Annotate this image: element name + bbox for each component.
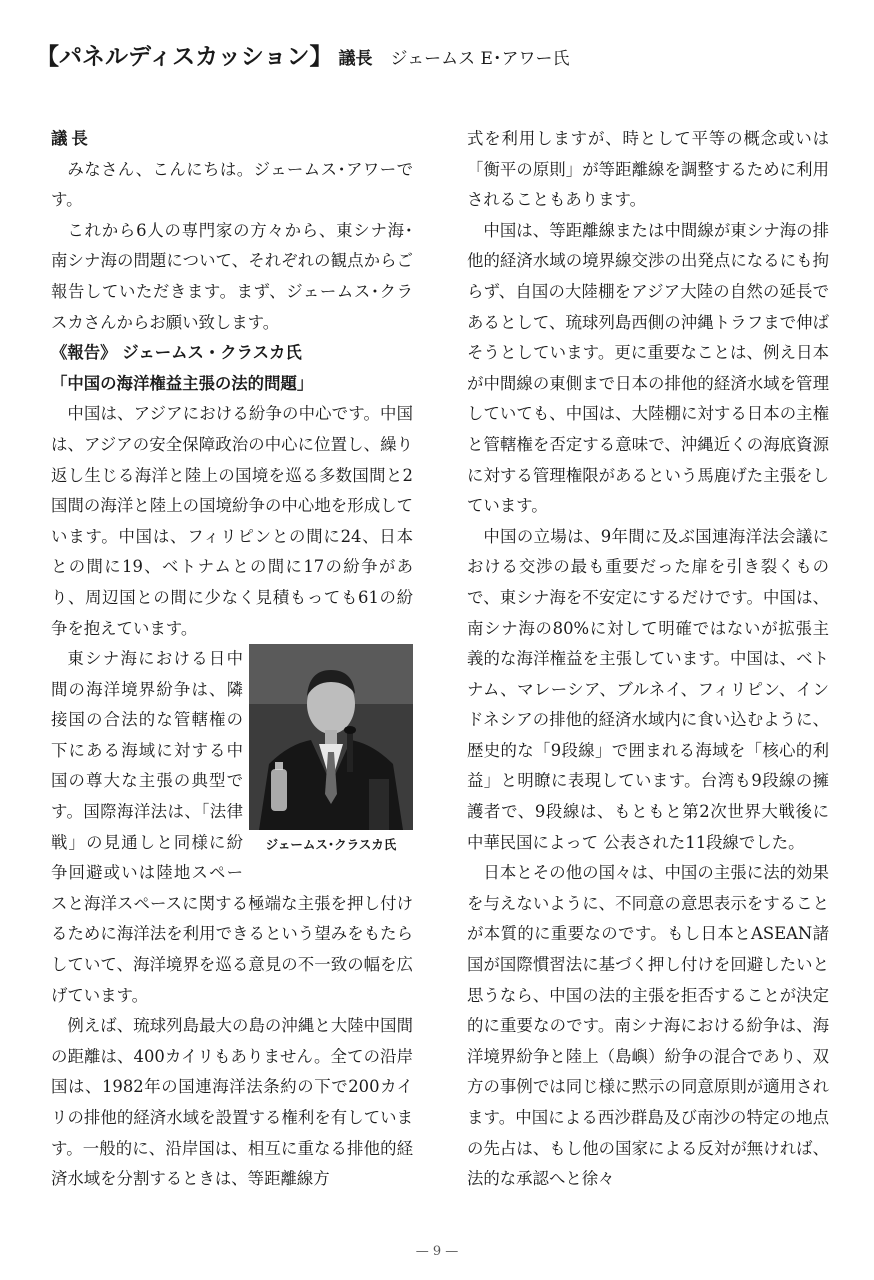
- report-heading: 《報告》 ジェームス・クラスカ氏: [51, 343, 302, 363]
- header-chair-name: ジェームス E･アワー氏: [390, 49, 570, 69]
- speaker-photo: [249, 644, 413, 830]
- paragraph: 日本とその他の国々は、中国の主張に法的効果を与えないように、不同意の意思表示をすることが本質的に重要なのです。もし日本とASEAN諸国が国際慣習法に基づく押し付けを回避したいと思うなら、中国の法的主張を拒否することが決定的に重要なのです。南シナ海における紛争は、海洋境界紛争と陸上（島嶼）紛争の混合であり、双方の事例では同じ様に黙示の同意原則が適用されます。中国による西沙群島及び南沙の特定の地点の先占は、もし他の国家による反対が無ければ、法的な承認へと徐々: [467, 863, 829, 1189]
- page-header: [36, 38, 569, 71]
- speaker-photo-block: [249, 644, 413, 860]
- speaker-photo-image: [249, 644, 413, 830]
- left-column: [51, 124, 413, 1195]
- paragraph: 中国は、アジアにおける紛争の中心です。中国は、アジアの安全保障政治の中心に位置し、繰り返し生じる海洋と陸上の国境を巡る多数国間と2国間の海洋と陸上の国境紛争の中心地を形成しています。中国は、フィリピンとの間に24、日本との間に19、ベトナムとの間に17の紛争があり、周辺国との間に少なく見積もっても61の紛争を抱えています。: [51, 404, 413, 638]
- page-number: — 9 —: [415, 1244, 459, 1259]
- right-column: [467, 124, 829, 1195]
- paragraph: 中国の立場は、9年間に及ぶ国連海洋法会議における交渉の最も重要だった扉を引き裂くもので、東シナ海を不安定にするだけです。中国は、南シナ海の80%に対して明確ではないが拡張主義的な海洋権益を主張しています。中国は、ベトナム、マレーシア、ブルネイ、フィリピン、インドネシアの排他的経済水域内に食い込むように、歴史的な「9段線」で囲まれる海域を「核心的利益」と明瞭に表現しています。台湾も9段線の擁護者で、9段線は、もともと第2次世界大戦後に中華民国によって 公表された11段線でした。: [467, 526, 829, 852]
- photo-caption: ジェームス･クラスカ氏: [265, 837, 397, 853]
- header-title: 【パネルディスカッション】: [36, 44, 333, 70]
- paragraph: みなさん、こんにちは。ジェームス･アワーです。: [51, 159, 413, 210]
- header-chair-label: 議長: [338, 49, 373, 69]
- speaker-label: 議長: [51, 129, 92, 148]
- paragraph: 中国は、等距離線または中間線が東シナ海の排他的経済水域の境界線交渉の出発点になるにも拘らず、自国の大陸棚をアジア大陸の自然の延長であるとして、琉球列島西側の沖縄トラフまで伸ばそうとしています。更に重要なことは、例え日本が中間線の東側まで日本の排他的経済水域を管理していても、中国は、大陸棚に対する日本の主権と管轄権を否定する意味で、沖縄近くの海底資源に対する管理権限があるという馬鹿げた主張をしています。: [467, 220, 829, 516]
- paragraph: 式を利用しますが、時として平等の概念或いは「衡平の原則」が等距離線を調整するために利用されることもあります。: [467, 129, 829, 210]
- paragraph: 例えば、琉球列島最大の島の沖縄と大陸中国間の距離は、400カイリもありません。全ての沿岸国は、1982年の国連海洋法条約の下で200カイリの排他的経済水域を設置する権利を有しています。一般的に、沿岸国は、相互に重なる排他的経済水域を分割するときは、等距離線方: [51, 1016, 413, 1189]
- paragraph: 東シナ海における日中間の海洋境界紛争は、隣接国の合法的な管轄権の下にある海域に対する中国の尊大な主張の典型です。国際海洋法は、「法律戦」の見通しと同様に紛争回避或いは陸地スペースと海洋スペースに関する極端な主張を押し付けるために海洋法を利用できるという望みをもたらしていて、海洋境界を巡る意見の不一致の幅を広げています。: [51, 649, 413, 1005]
- report-title: 「中国の海洋権益主張の法的問題」: [51, 373, 314, 393]
- paragraph: これから6人の専門家の方々から、東シナ海･南シナ海の問題について、それぞれの観点からご報告していただきます。まず、ジェームス･クラスカさんからお願い致します。: [51, 220, 413, 332]
